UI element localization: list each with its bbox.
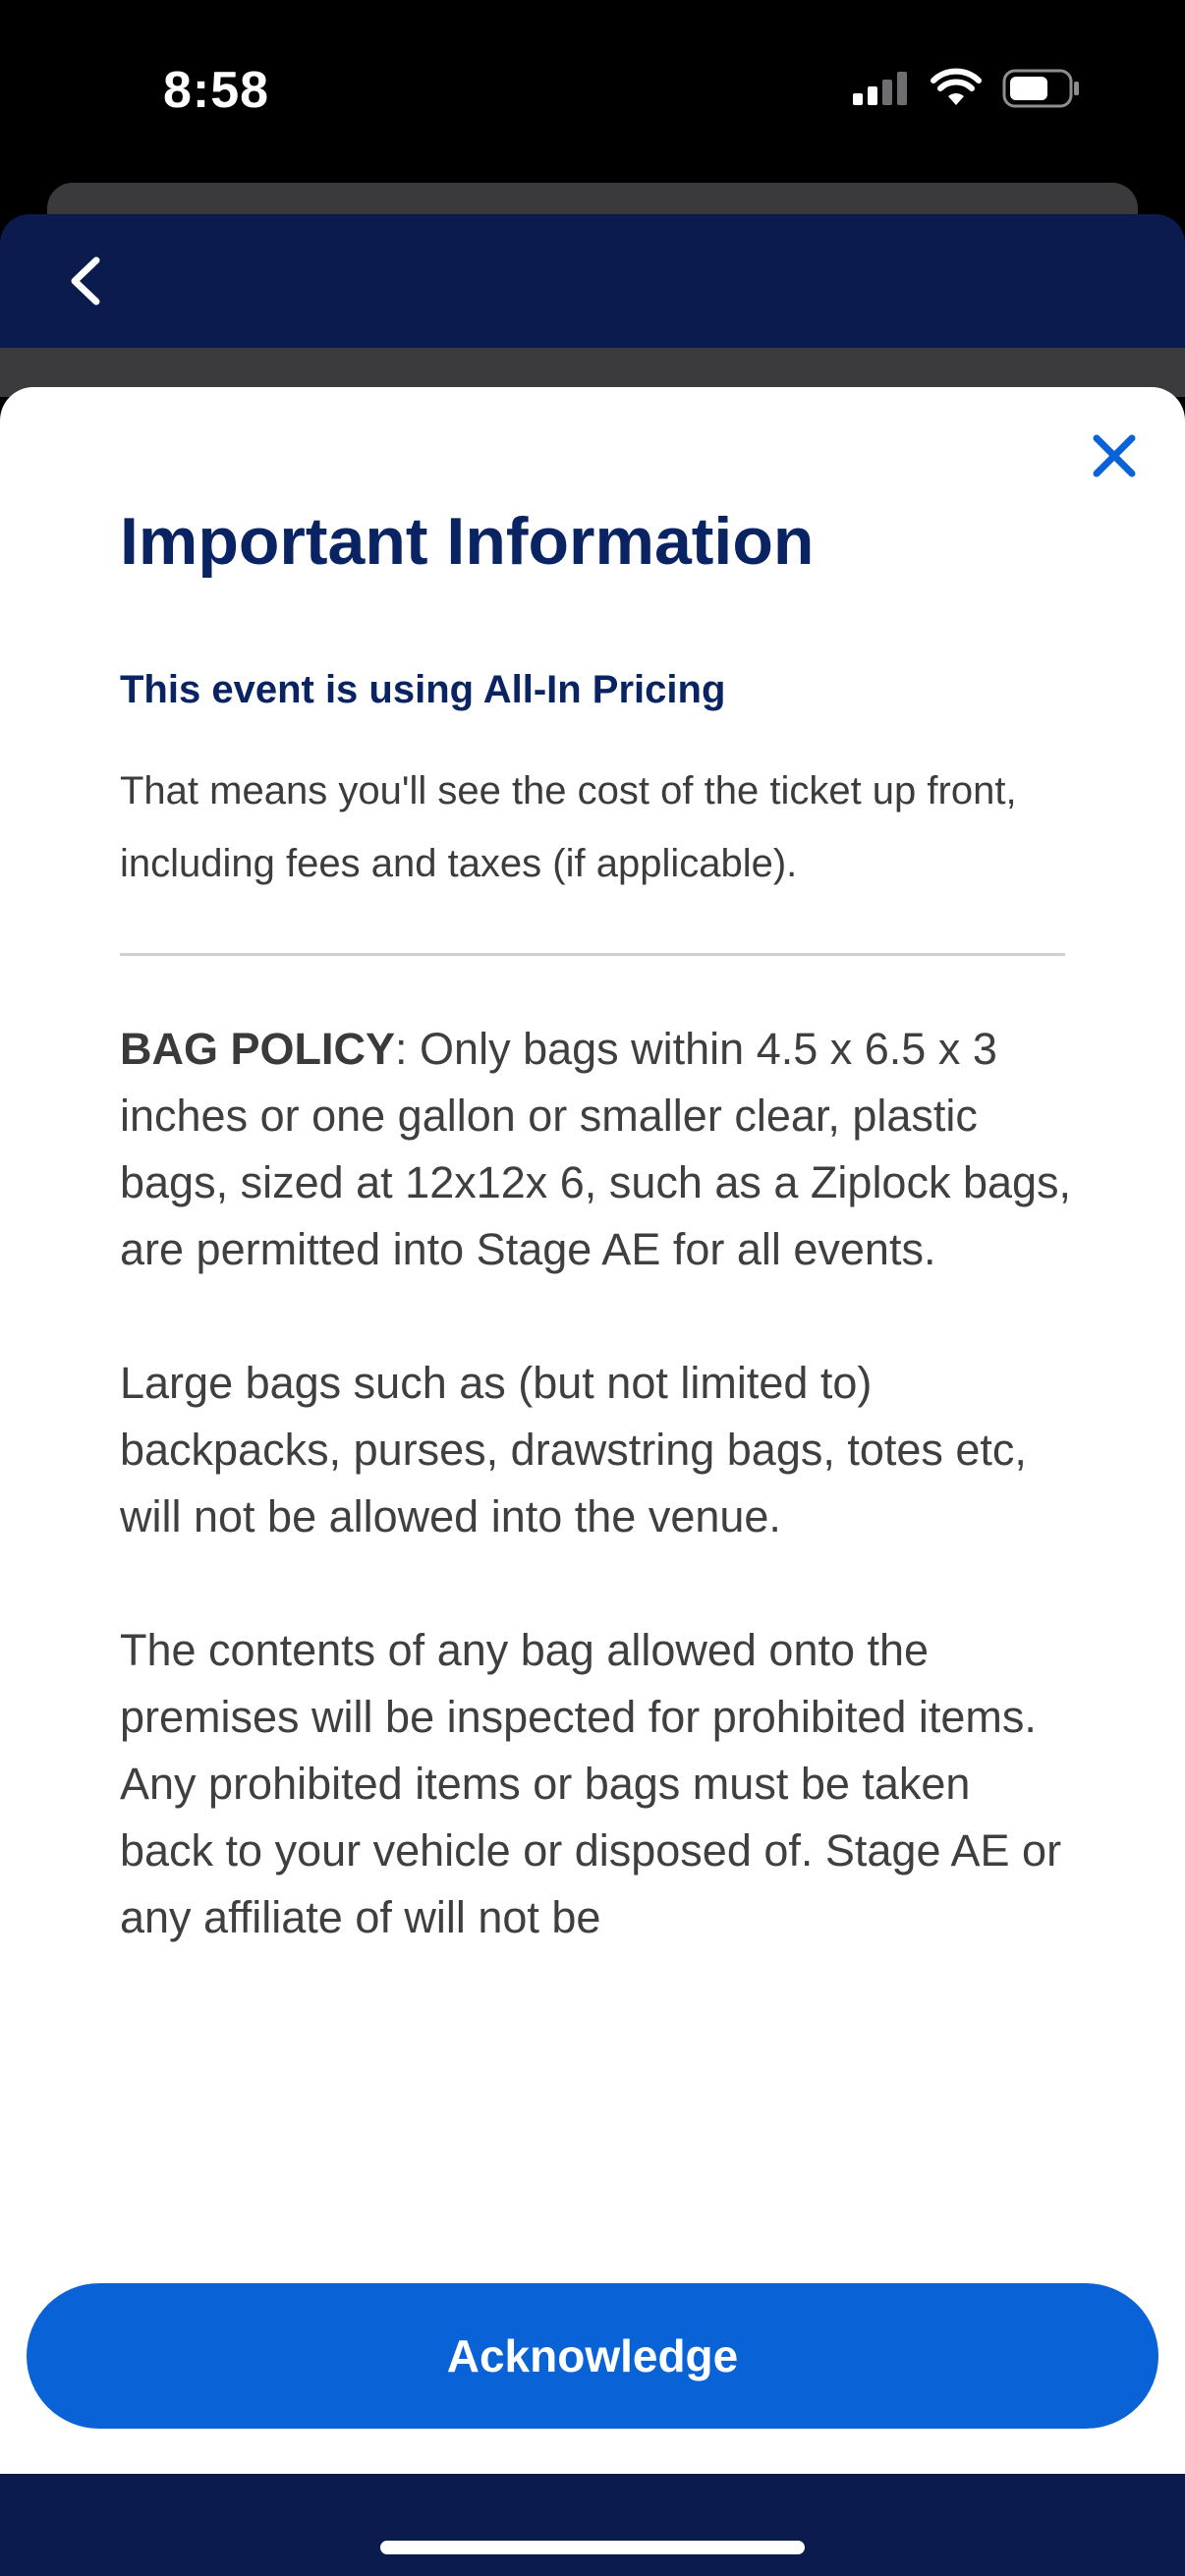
- battery-icon: [1002, 69, 1081, 113]
- divider: [120, 953, 1065, 956]
- important-info-sheet: [0, 387, 1185, 2474]
- pricing-heading: This event is using All-In Pricing: [120, 668, 726, 711]
- bag-policy-text: : Only bags within 4.5 x 6.5 x 3 inches or one gallon or smaller clear, plastic bags, sized at 12x12x 6, such as a Ziplock bags, are permitted into Stage AE for all events.: [120, 1024, 1072, 1274]
- bottom-bar: [0, 2474, 1185, 2576]
- policy-scroll-area[interactable]: [120, 1016, 1073, 1942]
- bag-policy-paragraph: [120, 1016, 1073, 1283]
- status-bar: [0, 0, 1185, 187]
- page-title: Important Information: [120, 504, 815, 579]
- bag-policy-label: BAG POLICY: [120, 1024, 396, 1074]
- status-icons: [853, 69, 1081, 113]
- pricing-description: That means you'll see the cost of the ticket up front, including fees and taxes (if applicable).: [120, 769, 1017, 885]
- close-icon: [1092, 433, 1137, 478]
- large-bags-paragraph: Large bags such as (but not limited to) backpacks, purses, drawstring bags, totes etc, will not be allowed into the venue.: [120, 1358, 1027, 1541]
- wifi-icon: [931, 70, 981, 112]
- back-button[interactable]: [55, 244, 114, 318]
- status-time: 8:58: [163, 62, 270, 119]
- contents-paragraph: The contents of any bag allowed onto the premises will be inspected for prohibited items. Any prohibited items or bags must be taken back to your vehicle or disposed of. Stage AE or any affiliate of will not be: [120, 1625, 1062, 1942]
- close-button[interactable]: [1083, 424, 1146, 487]
- chevron-left-icon: [67, 254, 102, 308]
- home-indicator[interactable]: [380, 2541, 805, 2554]
- signal-icon: [853, 72, 910, 110]
- nav-bar: [0, 214, 1185, 348]
- acknowledge-button[interactable]: Acknowledge: [27, 2283, 1158, 2429]
